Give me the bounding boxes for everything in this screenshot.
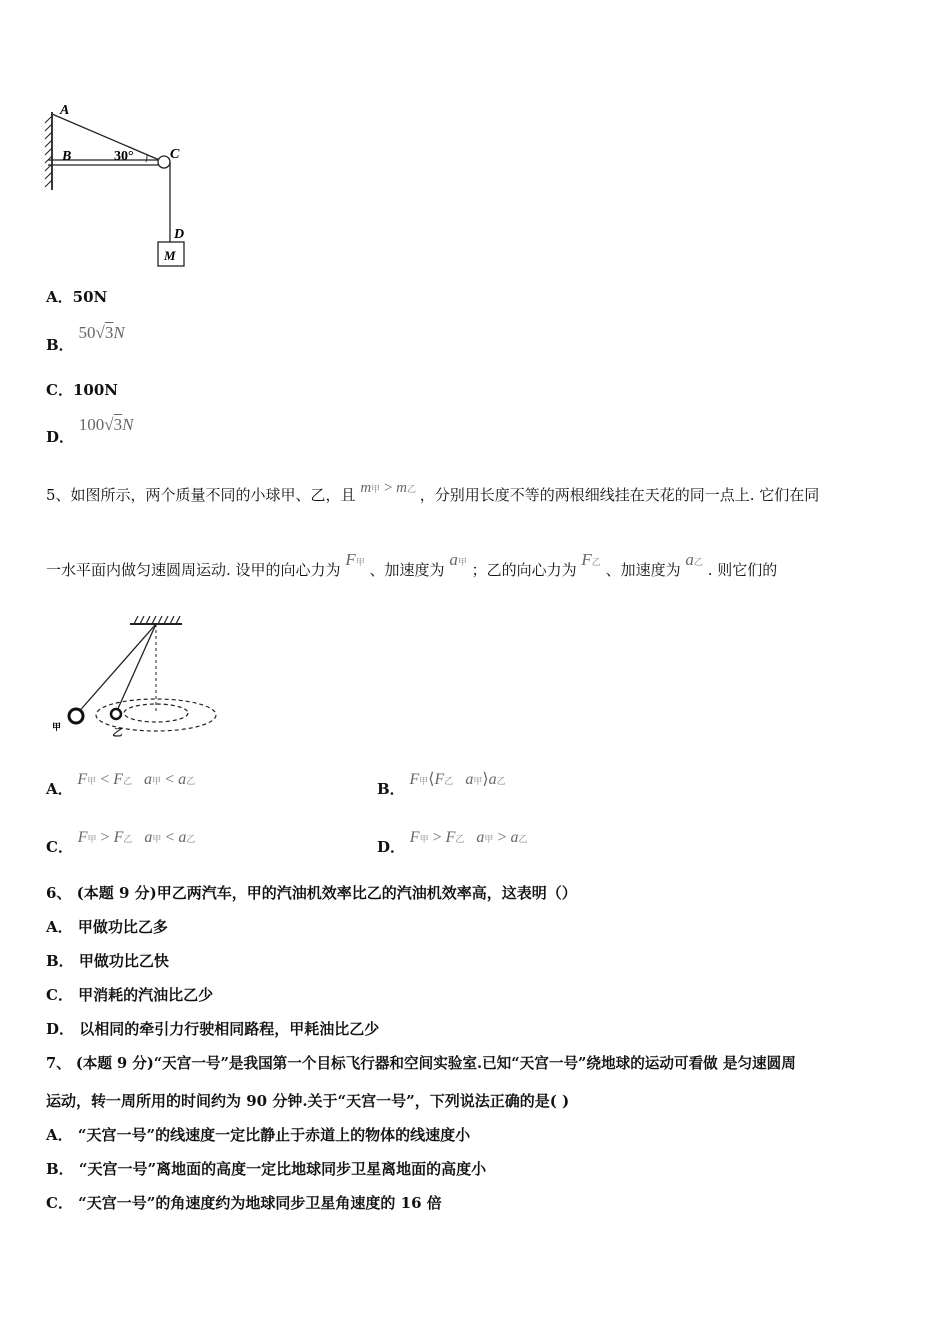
- q5-line-2: 一水平面内做匀速圆周运动. 设甲的向心力为 F甲 、加速度为 a甲 ；乙的向心力为 F乙 、加速度为 a乙 . 则它们的: [46, 550, 778, 579]
- q4-option-b[interactable]: B． 50√3N: [46, 323, 125, 354]
- q5-option-a[interactable]: A． F甲 < F乙 a甲 < a乙: [46, 771, 196, 798]
- sqrt-symbol: √: [95, 323, 105, 342]
- q4-option-d[interactable]: D． 100√3N: [46, 415, 134, 446]
- q6-title: 6、 (本题 9 分)甲乙两汽车，甲的汽油机效率比乙的汽油机效率高，这表明（）: [46, 884, 577, 902]
- q6-option-d[interactable]: D． 以相同的牵引力行驶相同路程，甲耗油比乙少: [46, 1020, 380, 1038]
- math-f-jia: F甲: [345, 550, 365, 569]
- sqrt-symbol: √: [104, 415, 114, 434]
- label-d: D: [174, 227, 185, 242]
- label-angle: 30°: [114, 149, 134, 164]
- q7-line-2: 运动，转一周所用的时间约为 90 分钟.关于“天宫一号”，下列说法正确的是( ): [46, 1092, 570, 1110]
- q6-option-b[interactable]: B． 甲做功比乙快: [46, 952, 169, 970]
- math-a-jia: a甲: [449, 550, 467, 569]
- q4-option-c[interactable]: C．100N: [46, 381, 118, 399]
- math-50-sqrt3-n: 50√3N: [78, 323, 125, 342]
- q7-option-b[interactable]: B． “天宫一号”离地面的高度一定比地球同步卫星离地面的高度小: [46, 1160, 487, 1178]
- q5-option-d[interactable]: D． F甲 > F乙 a甲 > a乙: [377, 829, 528, 856]
- math-m-jia-gt-m-yi: m甲 > m乙: [360, 480, 417, 496]
- label-yi: 乙: [112, 728, 122, 739]
- math-option-d: F甲 > F乙 a甲 > a乙: [409, 829, 528, 846]
- figure-conical-pendulum: [48, 612, 228, 742]
- q7-option-c[interactable]: C． “天宫一号”的角速度约为地球同步卫星角速度的 16 倍: [46, 1194, 442, 1212]
- q7-line-1: 7、 (本题 9 分)“天宫一号”是我国第一个目标飞行器和空间实验室.已知“天宫一号”绕地球的运动可看做 是匀速圆周: [46, 1055, 796, 1072]
- q6-option-a[interactable]: A． 甲做功比乙多: [46, 918, 168, 936]
- math-a-yi: a乙: [685, 550, 703, 569]
- q4-option-a[interactable]: A．50N: [46, 288, 108, 306]
- math-100-sqrt3-n: 100√3N: [78, 415, 134, 434]
- q6-option-c[interactable]: C． 甲消耗的汽油比乙少: [46, 986, 214, 1004]
- label-jia: 甲: [52, 722, 62, 732]
- label-c: C: [170, 147, 180, 162]
- math-option-c: F甲 > F乙 a甲 < a乙: [77, 829, 196, 846]
- label-b: B: [62, 149, 72, 164]
- q5-line-1: 5、如图所示，两个质量不同的小球甲、乙，且 m甲 > m乙 ，分别用长度不等的两根细线挂在天花的同一点上. 它们在同: [46, 480, 820, 504]
- q5-option-c[interactable]: C． F甲 > F乙 a甲 < a乙: [46, 829, 196, 856]
- math-option-b: F甲⟨F乙 a甲⟩a乙: [409, 771, 506, 788]
- q5-option-b[interactable]: B． F甲⟨F乙 a甲⟩a乙: [377, 771, 506, 798]
- figure-pulley-diagram: [40, 98, 200, 273]
- label-a: A: [60, 103, 70, 118]
- math-f-yi: F乙: [581, 550, 601, 569]
- q7-option-a[interactable]: A． “天宫一号”的线速度一定比静止于赤道上的物体的线速度小: [46, 1126, 471, 1144]
- label-m: M: [164, 248, 176, 263]
- math-option-a: F甲 < F乙 a甲 < a乙: [77, 771, 196, 788]
